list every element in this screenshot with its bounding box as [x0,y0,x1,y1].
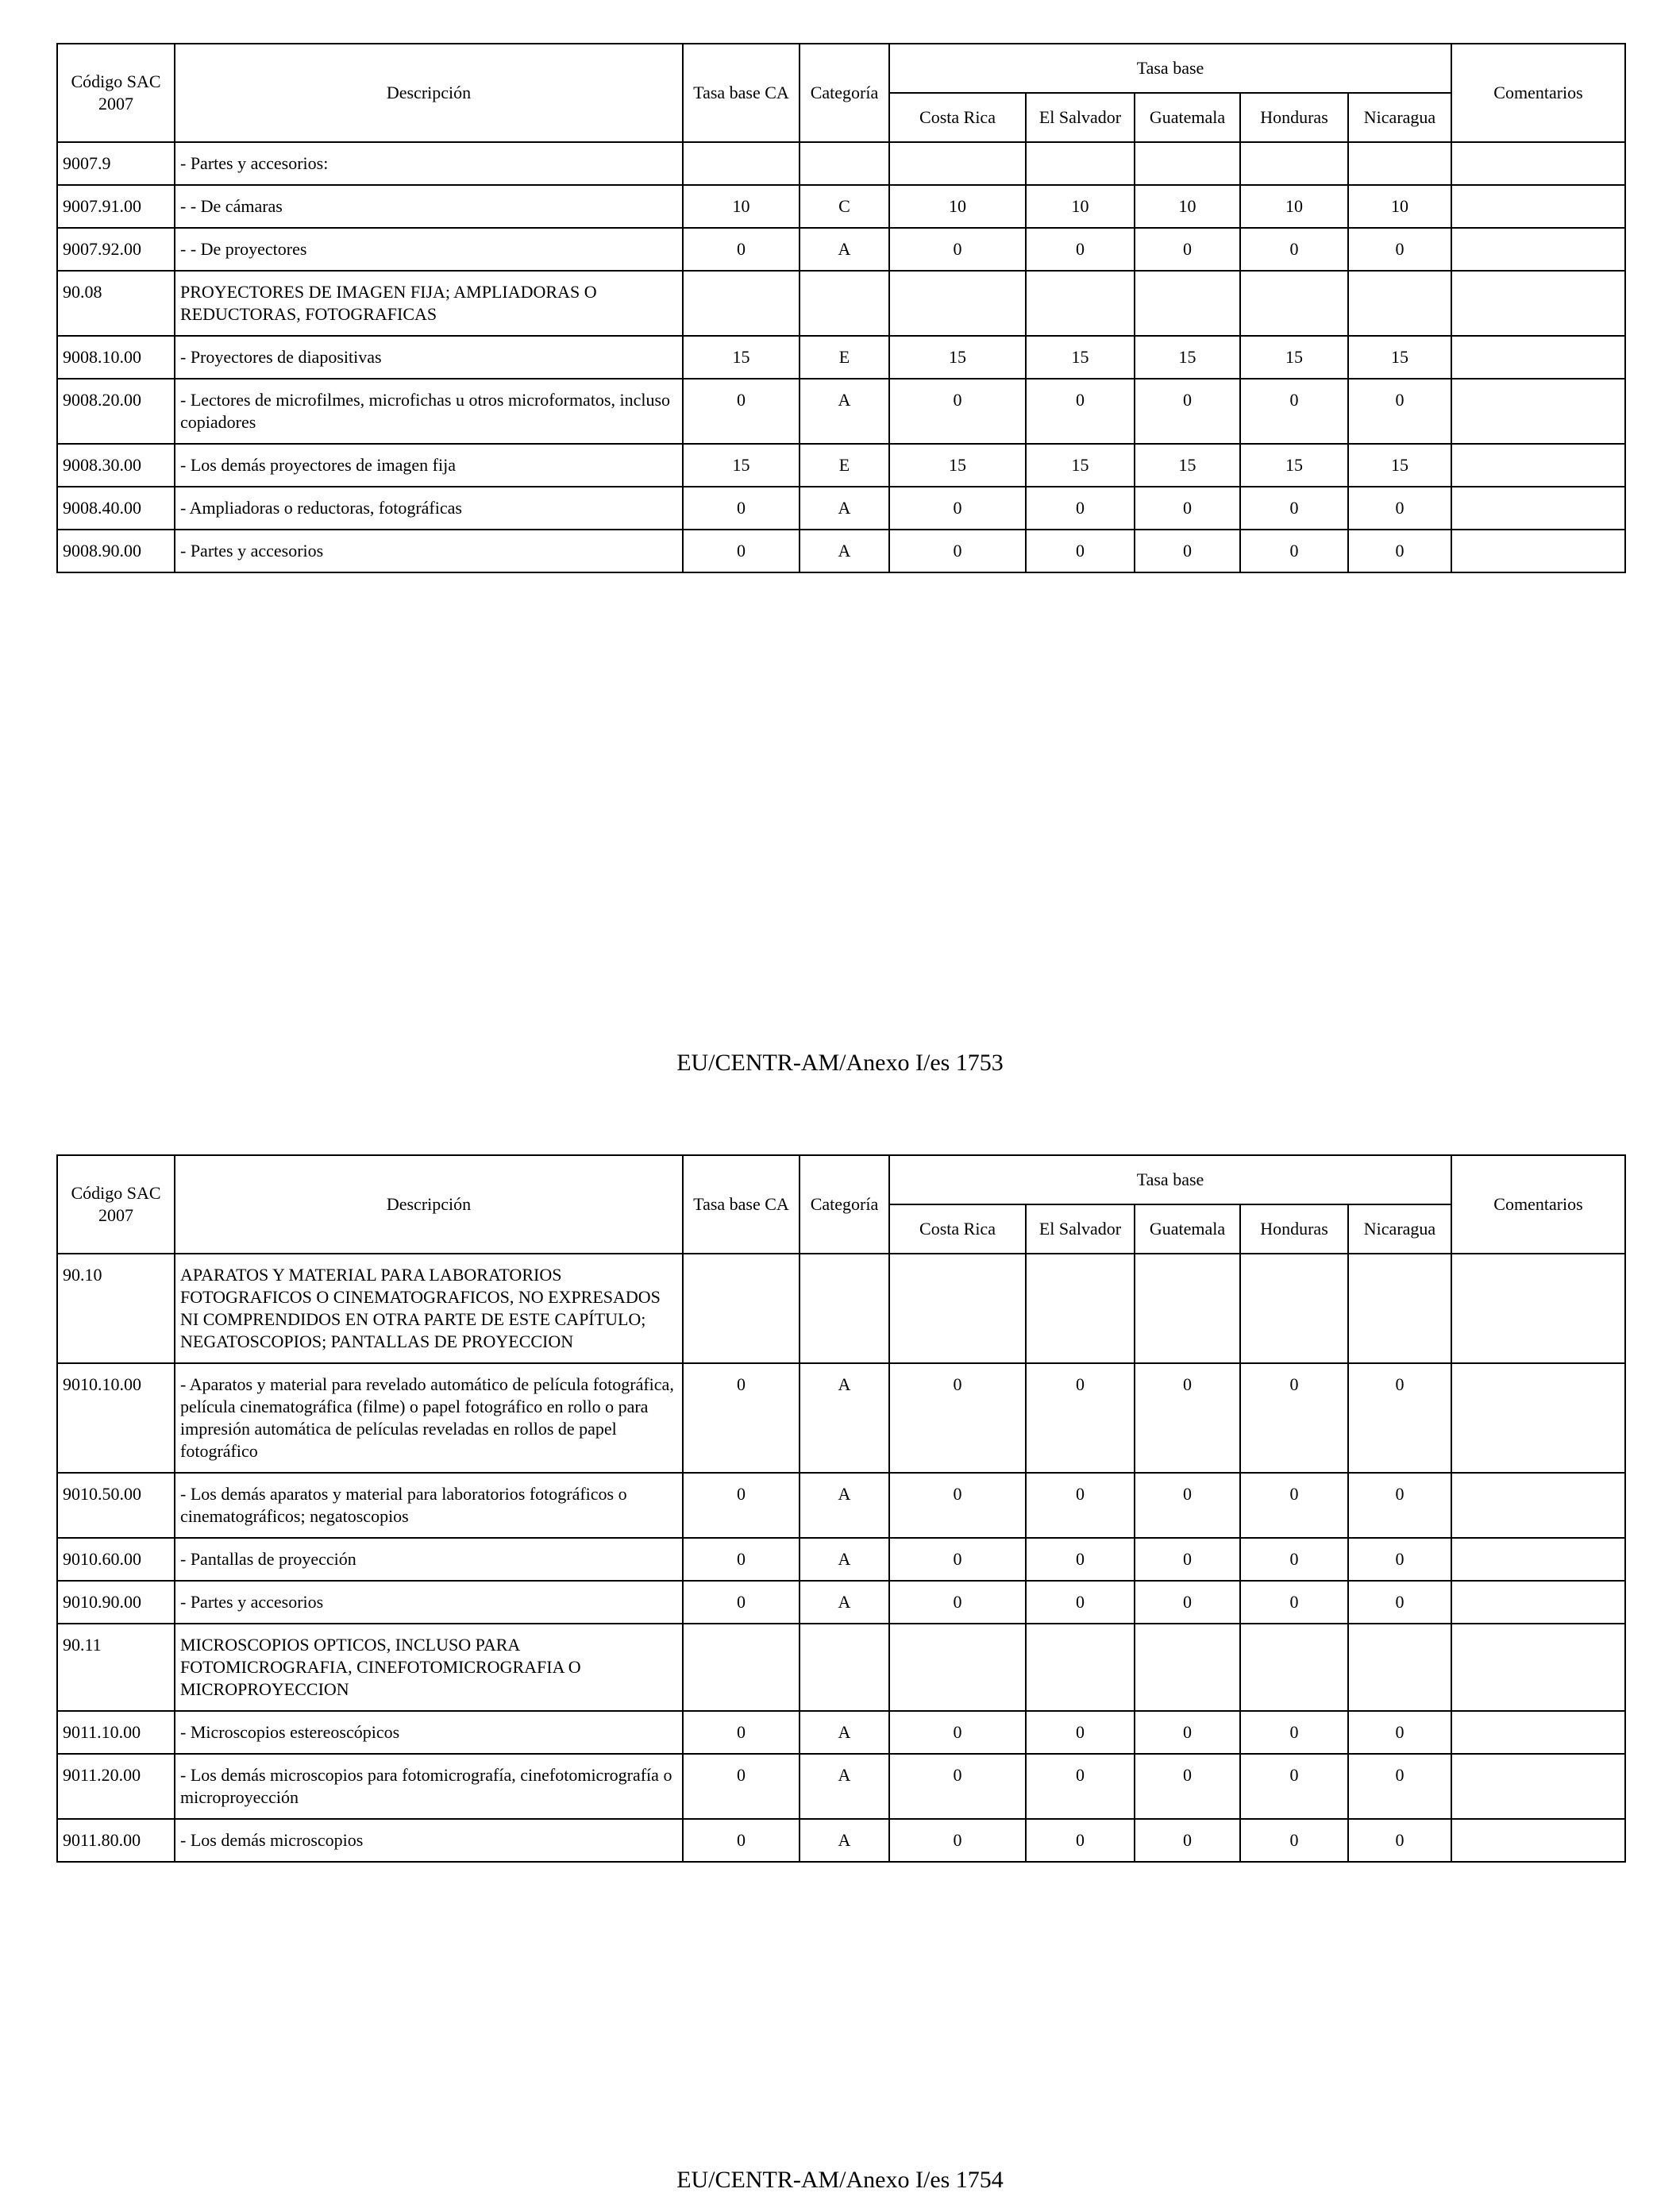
cell-comentarios [1451,1473,1625,1538]
cell-rate-el-salvador [1026,1254,1135,1363]
table-row [57,379,1625,444]
cell-rate-el-salvador: 0 [1026,1363,1135,1473]
cell-comentarios [1451,530,1625,572]
cell-rate-guatemala: 0 [1135,379,1240,444]
cell-rate-nicaragua: 0 [1348,228,1451,271]
cell-tasa-base-ca: 0 [683,1754,800,1819]
table-row [57,1819,1625,1862]
cell-rate-el-salvador: 0 [1026,1538,1135,1581]
page-footer: EU/CENTR-AM/Anexo I/es 1754 [676,2167,1004,2193]
cell-rate-guatemala [1135,1254,1240,1363]
cell-rate-honduras: 0 [1240,1538,1348,1581]
cell-rate-honduras: 0 [1240,1711,1348,1754]
table-row [57,1581,1625,1624]
cell-rate-el-salvador: 0 [1026,1581,1135,1624]
cell-descripcion: - Los demás aparatos y material para laboratorios fotográficos o cinematográficos; negatoscopios [175,1473,683,1538]
cell-rate-costa-rica: 15 [889,444,1026,487]
cell-codigo: 9011.80.00 [57,1819,175,1862]
cell-rate-el-salvador: 15 [1026,444,1135,487]
cell-comentarios [1451,379,1625,444]
cell-rate-guatemala: 0 [1135,530,1240,572]
cell-codigo: 9010.50.00 [57,1473,175,1538]
cell-rate-el-salvador [1026,271,1135,336]
cell-rate-costa-rica: 0 [889,1819,1026,1862]
cell-categoria: A [800,1473,889,1538]
cell-descripcion: - Ampliadoras o reductoras, fotográficas [175,487,683,530]
cell-rate-el-salvador: 15 [1026,336,1135,379]
table-row [57,336,1625,379]
cell-rate-honduras: 0 [1240,1581,1348,1624]
header-categoria: Categoría [800,44,889,142]
cell-rate-honduras: 0 [1240,1819,1348,1862]
cell-rate-nicaragua [1348,1624,1451,1711]
table-row [57,1473,1625,1538]
header-country-el-salvador: El Salvador [1026,93,1135,142]
header-tasa-base-ca: Tasa base CA [683,1155,800,1254]
cell-rate-costa-rica: 0 [889,1363,1026,1473]
cell-tasa-base-ca [683,142,800,185]
cell-rate-costa-rica: 10 [889,185,1026,228]
header-descripcion: Descripción [175,44,683,142]
table-row [57,1254,1625,1363]
cell-rate-nicaragua: 10 [1348,185,1451,228]
cell-categoria: A [800,1711,889,1754]
cell-rate-honduras: 10 [1240,185,1348,228]
cell-rate-honduras: 0 [1240,1473,1348,1538]
cell-rate-guatemala: 0 [1135,1819,1240,1862]
cell-rate-nicaragua: 0 [1348,1581,1451,1624]
table-row [57,142,1625,185]
cell-codigo: 9007.91.00 [57,185,175,228]
cell-categoria: A [800,1754,889,1819]
cell-categoria [800,271,889,336]
cell-categoria: A [800,530,889,572]
cell-comentarios [1451,336,1625,379]
table-row [57,1624,1625,1711]
header-tasa-base: Tasa base [889,44,1451,93]
cell-tasa-base-ca [683,1624,800,1711]
cell-rate-nicaragua [1348,271,1451,336]
cell-comentarios [1451,487,1625,530]
cell-comentarios [1451,228,1625,271]
cell-rate-honduras [1240,1254,1348,1363]
cell-rate-costa-rica: 0 [889,1538,1026,1581]
page-footer: EU/CENTR-AM/Anexo I/es 1753 [676,1050,1004,1076]
cell-codigo: 9008.40.00 [57,487,175,530]
cell-rate-guatemala: 0 [1135,1754,1240,1819]
cell-tasa-base-ca: 0 [683,1581,800,1624]
table-row [57,1363,1625,1473]
cell-rate-costa-rica: 0 [889,1711,1026,1754]
cell-rate-costa-rica: 0 [889,1581,1026,1624]
cell-rate-el-salvador: 0 [1026,530,1135,572]
cell-categoria: A [800,379,889,444]
cell-rate-el-salvador: 0 [1026,1754,1135,1819]
cell-descripcion: MICROSCOPIOS OPTICOS, INCLUSO PARA FOTOMICROGRAFIA, CINEFOTOMICROGRAFIA O MICROPROYECCION [175,1624,683,1711]
header-categoria: Categoría [800,1155,889,1254]
table-body [57,142,1625,572]
cell-rate-nicaragua: 0 [1348,1819,1451,1862]
cell-rate-guatemala: 0 [1135,1711,1240,1754]
cell-categoria: A [800,1538,889,1581]
cell-comentarios [1451,142,1625,185]
cell-descripcion: - Los demás proyectores de imagen fija [175,444,683,487]
header-country-honduras: Honduras [1240,1204,1348,1254]
cell-rate-honduras [1240,142,1348,185]
cell-comentarios [1451,444,1625,487]
table-body [57,1254,1625,1862]
cell-rate-nicaragua [1348,1254,1451,1363]
cell-descripcion: - Los demás microscopios [175,1819,683,1862]
table-row [57,444,1625,487]
cell-tasa-base-ca: 0 [683,1711,800,1754]
cell-categoria: E [800,444,889,487]
cell-codigo: 90.10 [57,1254,175,1363]
cell-rate-honduras [1240,1624,1348,1711]
cell-rate-nicaragua: 0 [1348,1754,1451,1819]
cell-tasa-base-ca [683,1254,800,1363]
cell-codigo: 90.08 [57,271,175,336]
cell-rate-costa-rica: 0 [889,530,1026,572]
cell-codigo: 9008.90.00 [57,530,175,572]
cell-tasa-base-ca: 0 [683,379,800,444]
cell-rate-costa-rica: 0 [889,487,1026,530]
cell-comentarios [1451,271,1625,336]
cell-rate-guatemala: 0 [1135,1538,1240,1581]
cell-rate-nicaragua: 0 [1348,1538,1451,1581]
header-codigo: Código SAC 2007 [57,44,175,142]
cell-descripcion: - - De proyectores [175,228,683,271]
table-row [57,1538,1625,1581]
cell-rate-costa-rica: 0 [889,228,1026,271]
cell-tasa-base-ca: 10 [683,185,800,228]
cell-rate-nicaragua [1348,142,1451,185]
cell-rate-honduras: 0 [1240,228,1348,271]
cell-descripcion: - Partes y accesorios: [175,142,683,185]
cell-rate-el-salvador [1026,1624,1135,1711]
header-comentarios: Comentarios [1451,44,1625,142]
header-descripcion: Descripción [175,1155,683,1254]
cell-rate-nicaragua: 0 [1348,1363,1451,1473]
cell-rate-guatemala: 0 [1135,1473,1240,1538]
cell-categoria: C [800,185,889,228]
cell-comentarios [1451,1711,1625,1754]
cell-rate-guatemala: 0 [1135,487,1240,530]
cell-rate-el-salvador: 10 [1026,185,1135,228]
cell-rate-guatemala [1135,271,1240,336]
table-row [57,487,1625,530]
cell-rate-nicaragua: 15 [1348,336,1451,379]
table-row [57,530,1625,572]
cell-rate-el-salvador: 0 [1026,379,1135,444]
cell-descripcion: - Lectores de microfilmes, microfichas u otros microformatos, incluso copiadores [175,379,683,444]
cell-rate-honduras: 15 [1240,444,1348,487]
cell-rate-el-salvador: 0 [1026,1819,1135,1862]
table-header [57,1155,1625,1254]
cell-rate-honduras: 0 [1240,1754,1348,1819]
cell-rate-guatemala: 0 [1135,228,1240,271]
cell-rate-costa-rica [889,1624,1026,1711]
cell-comentarios [1451,1581,1625,1624]
cell-rate-guatemala: 0 [1135,1581,1240,1624]
cell-codigo: 9008.20.00 [57,379,175,444]
cell-descripcion: - Aparatos y material para revelado automático de película fotográfica, película cinematográfica (filme) o papel fotográfico en rollo o para impresión automática de películas reveladas en rollos de papel fotográfico [175,1363,683,1473]
cell-codigo: 9007.9 [57,142,175,185]
cell-rate-nicaragua: 0 [1348,530,1451,572]
cell-comentarios [1451,1754,1625,1819]
table-row [57,185,1625,228]
cell-tasa-base-ca: 0 [683,530,800,572]
cell-rate-nicaragua: 0 [1348,1473,1451,1538]
cell-comentarios [1451,185,1625,228]
cell-codigo: 9008.10.00 [57,336,175,379]
tariff-table [56,43,1626,573]
cell-rate-guatemala [1135,1624,1240,1711]
cell-comentarios [1451,1624,1625,1711]
cell-rate-el-salvador: 0 [1026,1473,1135,1538]
cell-tasa-base-ca: 15 [683,336,800,379]
cell-descripcion: - Microscopios estereoscópicos [175,1711,683,1754]
cell-comentarios [1451,1363,1625,1473]
header-country-honduras: Honduras [1240,93,1348,142]
cell-tasa-base-ca: 0 [683,1819,800,1862]
cell-codigo: 90.11 [57,1624,175,1711]
cell-tasa-base-ca: 0 [683,1473,800,1538]
cell-rate-nicaragua: 0 [1348,1711,1451,1754]
cell-descripcion: - - De cámaras [175,185,683,228]
table-row [57,271,1625,336]
header-country-nicaragua: Nicaragua [1348,1204,1451,1254]
cell-rate-costa-rica [889,142,1026,185]
table-row [57,228,1625,271]
cell-rate-costa-rica [889,1254,1026,1363]
cell-tasa-base-ca [683,271,800,336]
cell-rate-el-salvador [1026,142,1135,185]
cell-comentarios [1451,1538,1625,1581]
cell-rate-costa-rica: 15 [889,336,1026,379]
cell-categoria: A [800,1819,889,1862]
cell-tasa-base-ca: 0 [683,1363,800,1473]
cell-categoria: E [800,336,889,379]
cell-rate-honduras: 15 [1240,336,1348,379]
cell-tasa-base-ca: 0 [683,1538,800,1581]
table-row [57,1711,1625,1754]
cell-codigo: 9007.92.00 [57,228,175,271]
cell-rate-honduras: 0 [1240,487,1348,530]
cell-tasa-base-ca: 0 [683,228,800,271]
header-tasa-base-ca: Tasa base CA [683,44,800,142]
cell-descripcion: APARATOS Y MATERIAL PARA LABORATORIOS FOTOGRAFICOS O CINEMATOGRAFICOS, NO EXPRESADOS NI COMPRENDIDOS EN OTRA PARTE DE ESTE CAPÍTULO; NEGATOSCOPIOS; PANTALLAS DE PROYECCION [175,1254,683,1363]
cell-descripcion: - Pantallas de proyección [175,1538,683,1581]
cell-rate-honduras: 0 [1240,1363,1348,1473]
cell-rate-nicaragua: 0 [1348,379,1451,444]
cell-rate-honduras: 0 [1240,530,1348,572]
cell-categoria [800,1624,889,1711]
table-row [57,1754,1625,1819]
cell-rate-costa-rica: 0 [889,379,1026,444]
cell-rate-guatemala: 15 [1135,444,1240,487]
header-country-guatemala: Guatemala [1135,1204,1240,1254]
cell-rate-nicaragua: 0 [1348,487,1451,530]
header-country-costa-rica: Costa Rica [889,1204,1026,1254]
cell-rate-costa-rica: 0 [889,1754,1026,1819]
header-country-guatemala: Guatemala [1135,93,1240,142]
cell-comentarios [1451,1254,1625,1363]
cell-codigo: 9010.10.00 [57,1363,175,1473]
cell-codigo: 9010.90.00 [57,1581,175,1624]
cell-codigo: 9011.20.00 [57,1754,175,1819]
cell-comentarios [1451,1819,1625,1862]
cell-codigo: 9008.30.00 [57,444,175,487]
header-comentarios: Comentarios [1451,1155,1625,1254]
cell-rate-honduras [1240,271,1348,336]
cell-descripcion: - Proyectores de diapositivas [175,336,683,379]
cell-categoria: A [800,487,889,530]
cell-descripcion: - Partes y accesorios [175,530,683,572]
cell-rate-el-salvador: 0 [1026,1711,1135,1754]
cell-tasa-base-ca: 0 [683,487,800,530]
cell-categoria [800,1254,889,1363]
table-header [57,44,1625,142]
cell-rate-honduras: 0 [1240,379,1348,444]
cell-categoria: A [800,1363,889,1473]
cell-descripcion: PROYECTORES DE IMAGEN FIJA; AMPLIADORAS O REDUCTORAS, FOTOGRAFICAS [175,271,683,336]
cell-rate-guatemala: 10 [1135,185,1240,228]
header-country-el-salvador: El Salvador [1026,1204,1135,1254]
cell-codigo: 9011.10.00 [57,1711,175,1754]
cell-rate-nicaragua: 15 [1348,444,1451,487]
cell-rate-guatemala: 0 [1135,1363,1240,1473]
cell-rate-guatemala: 15 [1135,336,1240,379]
header-codigo: Código SAC 2007 [57,1155,175,1254]
tariff-table [56,1154,1626,1863]
header-country-costa-rica: Costa Rica [889,93,1026,142]
cell-descripcion: - Los demás microscopios para fotomicrografía, cinefotomicrografía o microproyección [175,1754,683,1819]
cell-rate-costa-rica: 0 [889,1473,1026,1538]
header-country-nicaragua: Nicaragua [1348,93,1451,142]
cell-categoria: A [800,1581,889,1624]
cell-rate-el-salvador: 0 [1026,487,1135,530]
cell-rate-el-salvador: 0 [1026,228,1135,271]
header-tasa-base: Tasa base [889,1155,1451,1204]
cell-rate-guatemala [1135,142,1240,185]
cell-tasa-base-ca: 15 [683,444,800,487]
cell-rate-costa-rica [889,271,1026,336]
cell-descripcion: - Partes y accesorios [175,1581,683,1624]
cell-categoria [800,142,889,185]
cell-categoria: A [800,228,889,271]
cell-codigo: 9010.60.00 [57,1538,175,1581]
